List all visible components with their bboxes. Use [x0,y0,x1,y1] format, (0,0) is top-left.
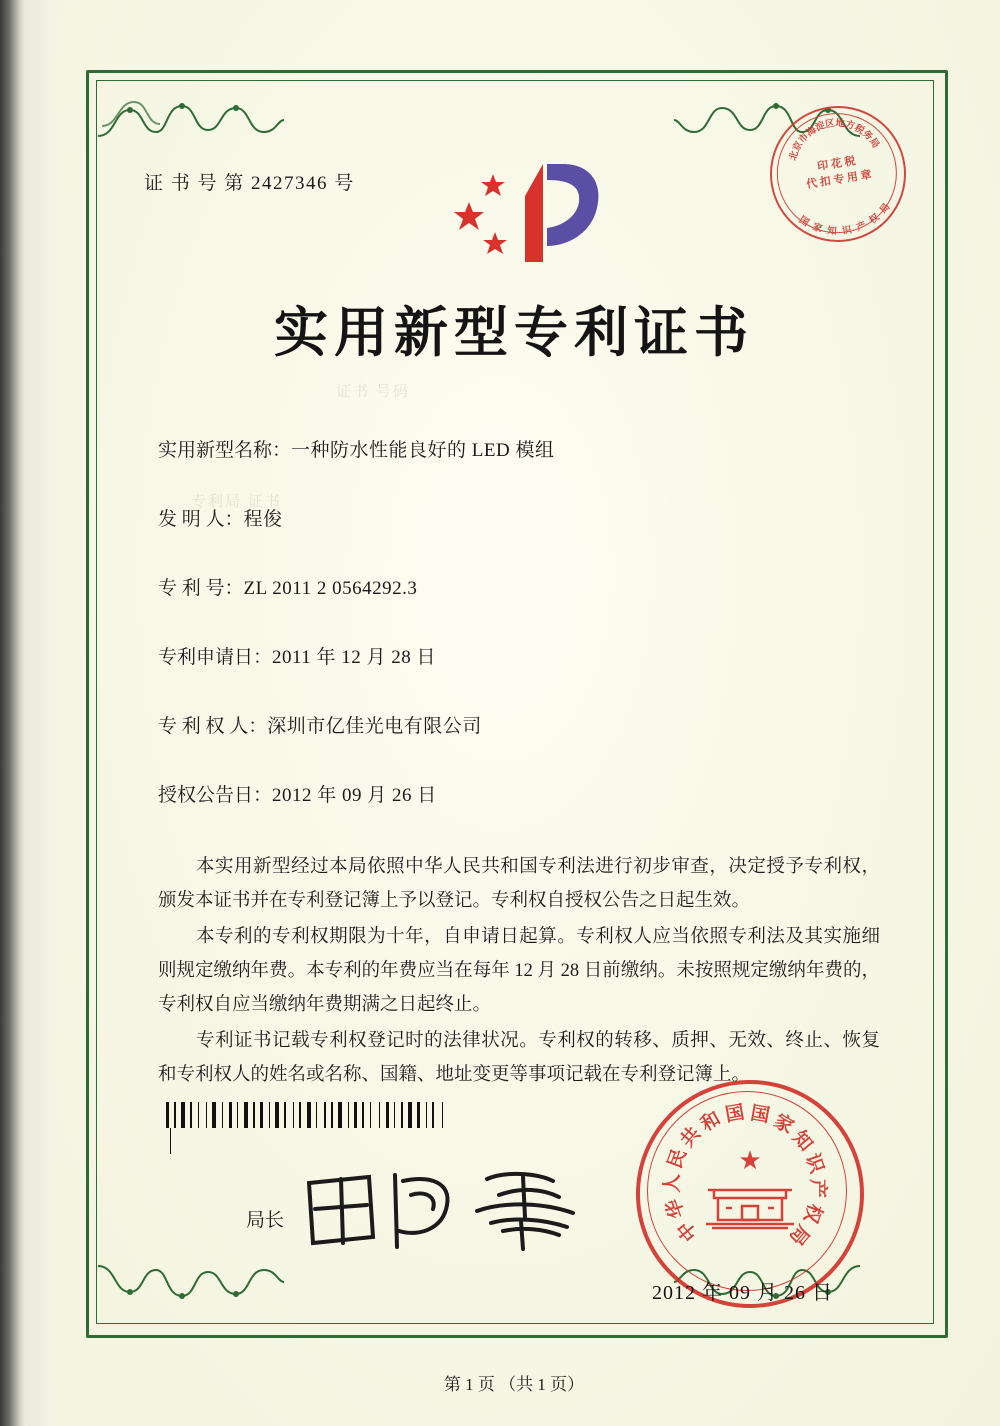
barcode-bar [293,1102,294,1128]
sipo-logo [451,150,621,280]
barcode-bar [187,1102,188,1128]
barcode-bar [379,1102,380,1128]
signature-handwriting [291,1165,611,1255]
barcode-bar [272,1102,273,1128]
field-label: 专 利 号： [158,578,244,599]
field-row [158,573,878,600]
barcode-bar [265,1102,267,1128]
field-label: 专 利 权 人： [158,716,268,737]
field-value: 深圳市亿佳光电有限公司 [267,716,482,737]
barcode-bar [316,1102,317,1128]
barcode-bar [190,1102,192,1128]
certificate-number: 证 书 号 第 2427346 号 [144,173,355,194]
stamp-char: 华 [662,1195,690,1221]
stamp-char: 局 [866,136,881,151]
barcode-bar [348,1102,349,1128]
barcode-bar [194,1102,196,1128]
barcode-bar [250,1102,251,1128]
barcode-bar [344,1102,346,1128]
barcode-bar [328,1102,329,1128]
national-stamp-star: ★ [738,1146,762,1175]
barcode-bar [338,1102,342,1128]
page-footer: 第 1 页 （共 1 页） [443,1375,585,1394]
barcode-bar [422,1102,424,1128]
barcode-bar [237,1102,238,1128]
stamp-char: 局 [878,202,893,216]
barcode-bar [370,1102,371,1128]
barcode-bar [201,1102,204,1128]
field-row [158,780,878,807]
ghost-bleed-1: 证书 号码 [336,384,410,400]
stamp-char: 务 [860,128,874,143]
barcode-bar [257,1102,258,1128]
stamp-char: 产 [807,1179,828,1199]
barcode-bar [386,1102,389,1128]
national-stamp [636,1080,864,1308]
barcode-bar [442,1102,443,1128]
barcode-bar [299,1102,301,1128]
stamp-char: 人 [662,1173,683,1193]
barcode-bar [373,1102,377,1128]
barcode-bar [359,1102,360,1128]
stamp-char: 共 [676,1123,706,1152]
issue-date: 2012 年 09 月 26 日 [652,1282,833,1304]
barcode-bar [260,1102,263,1128]
ghost-bleed-2: 专利局 证书 [191,494,282,510]
barcode-bar [284,1102,286,1128]
barcode-bar [206,1102,207,1128]
barcode-bar [234,1102,235,1128]
field-value: ZL 2011 2 0564292.3 [243,578,418,599]
barcode-bar [405,1102,406,1128]
tax-stamp [760,96,916,252]
tax-stamp-arc-text [762,98,892,162]
field-value: 一种防水性能良好的 LED 模组 [291,440,555,461]
field-value: 2012 年 09 月 26 日 [272,785,437,806]
barcode-bar [382,1102,384,1128]
stamp-char: 中 [673,1216,703,1245]
stamp-char: 国 [723,1102,747,1127]
barcode-bar [366,1102,368,1128]
page-title: 实用新型专利证书 [274,300,754,364]
barcode-bar [401,1102,403,1128]
barcode-bar [275,1102,279,1128]
barcode-bar [408,1102,412,1128]
barcode-bar [218,1102,220,1128]
barcode-bar [313,1102,314,1128]
barcode-bar [166,1102,169,1128]
legal-paragraphs [158,850,880,1094]
legal-paragraph: 本实用新型经过本局依照中华人民共和国专利法进行初步审查，决定授予专利权，颁发本证书并在专利登记簿上予以登记。专利权自授权公告之日起生效。 [158,857,880,911]
field-row [158,711,878,738]
barcode-bar [426,1102,427,1128]
field-row [158,642,878,669]
barcode-bar [391,1102,392,1128]
barcode-bar [229,1102,232,1128]
field-list [158,435,878,849]
barcode-bar [432,1102,434,1128]
barcode-bar [209,1102,210,1128]
barcode-bar [351,1102,352,1128]
legal-paragraph: 专利证书记载专利权登记时的法律状况。专利权的转移、质押、无效、终止、恢复和专利权人的姓名或名称、国籍、地址变更等事项记载在专利登记簿上。 [158,1031,880,1085]
barcode-bar [170,1128,171,1154]
barcode-bar [269,1102,270,1128]
barcode-bar [178,1102,179,1128]
field-label: 发 明 人： [158,509,244,530]
stamp-char: 民 [664,1146,691,1172]
barcode-bar [331,1102,333,1128]
stamp-char: 知 [787,1127,817,1156]
stamp-char: 税 [852,123,866,137]
barcode [166,1102,446,1128]
barcode-bar [429,1102,430,1128]
stamp-char: 家 [769,1110,797,1139]
stamp-char: 海 [805,125,819,139]
stamp-char: 识 [800,1151,828,1177]
stamp-char: 国 [748,1103,772,1128]
stamp-char: 方 [843,119,856,133]
barcode-bar [222,1102,223,1128]
scan-gutter-light [26,0,56,1426]
barcode-bar [362,1102,364,1128]
barcode-bar [198,1102,199,1128]
stamp-char: 知 [826,226,838,238]
barcode-bar [240,1102,242,1128]
barcode-bar [319,1102,322,1128]
signature-label: 局长 [246,1210,285,1231]
field-label: 实用新型名称： [158,440,292,461]
stamp-char: 家 [811,222,824,235]
legal-paragraph: 本专利的专利权期限为十年，自申请日起算。专利权人应当依照专利法及其实施细则规定缴纳年费。本专利的年费应当在每年 12 月 28 日前缴纳。未按照规定缴纳年费的，专利权自应当缴纳年费期满之日起终止。 [158,927,880,1015]
tax-stamp-center-text: 印 花 税 代 扣 专 用 章 [805,155,873,192]
barcode-bar [307,1102,311,1128]
field-label: 授权公告日： [158,785,273,806]
barcode-bar [173,1128,176,1154]
stamp-char: 产 [855,220,868,234]
scan-gutter-dark [0,0,26,1426]
barcode-bar [397,1102,399,1128]
field-row [158,435,878,462]
barcode-bar [414,1102,415,1128]
barcode-bar [212,1102,216,1128]
stamp-char: 和 [697,1108,725,1136]
barcode-bar [171,1102,172,1128]
field-row [158,504,878,531]
barcode-bar [288,1102,291,1128]
barcode-bar [281,1102,282,1128]
stamp-char: 识 [841,225,853,237]
stamp-char: 市 [797,131,812,146]
barcode-bar [166,1128,168,1154]
barcode-bar [335,1102,336,1128]
stamp-char: 京 [791,140,806,154]
barcode-bar [354,1102,357,1128]
barcode-bar [244,1102,248,1128]
barcode-bar [324,1102,326,1128]
field-value: 2011 年 12 月 28 日 [272,647,437,668]
barcode-bar [417,1102,420,1128]
barcode-bar [303,1102,305,1128]
stamp-char: 局 [784,1220,814,1249]
stamp-char: 区 [824,118,836,131]
barcode-bar [225,1102,227,1128]
tiananmen-icon [704,1176,796,1234]
stamp-char: 国 [796,215,811,229]
barcode-bar [394,1102,395,1128]
barcode-bar [253,1102,255,1128]
stamp-char: 权 [799,1200,826,1226]
barcode-bar [296,1102,297,1128]
stamp-char: 地 [835,118,846,130]
field-value: 程俊 [243,509,283,530]
stamp-char: 权 [867,212,882,227]
stamp-char: 淀 [814,120,827,134]
barcode-bar [436,1102,440,1128]
stamp-char: 北 [788,150,801,162]
barcode-bar [181,1102,185,1128]
barcode-bar [174,1102,176,1128]
field-label: 专利申请日： [158,647,273,668]
